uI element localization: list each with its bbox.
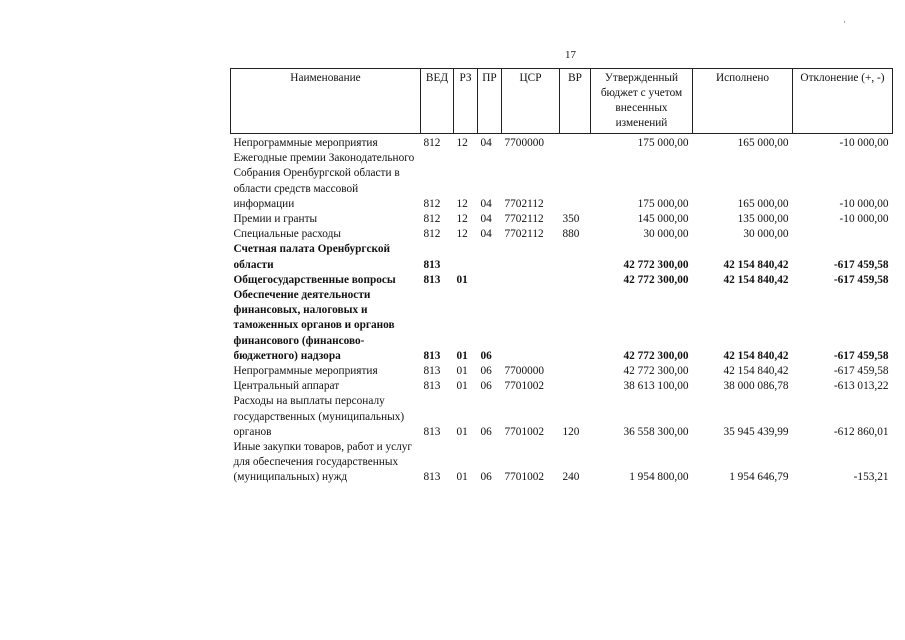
- budget-execution-table: [230, 68, 893, 486]
- cell-csr: 7702112: [504, 197, 544, 210]
- cell-approved: 175 000,00: [637, 137, 689, 149]
- cell-executed: 38 000 086,78: [723, 380, 789, 393]
- cell-vr: [560, 288, 591, 364]
- cell-rz: 12: [456, 213, 468, 226]
- cell-name: Расходы на выплаты персоналу государственных (муниципальных) органов: [233, 395, 405, 438]
- cell-csr: 7700000: [504, 365, 545, 378]
- header-pr: ПР: [478, 69, 502, 134]
- cell-deviation: -10 000,00: [839, 197, 889, 210]
- cell-ved: 813: [423, 273, 441, 286]
- table-row: [231, 394, 893, 440]
- cell-executed: 42 154 840,42: [723, 365, 789, 378]
- cell-name: Специальные расходы: [233, 228, 341, 241]
- cell-name: Счетная палата Оренбургской области: [233, 243, 391, 271]
- table-row: [231, 379, 893, 394]
- cell-deviation: -612 860,01: [833, 425, 889, 438]
- cell-executed: 1 954 646,79: [729, 471, 789, 484]
- cell-rz: 12: [456, 228, 468, 241]
- cell-executed: 35 945 439,99: [723, 425, 789, 438]
- cell-csr: 7700000: [504, 137, 545, 149]
- header-csr: ЦСР: [502, 69, 560, 134]
- cell-csr: 7701002: [504, 471, 545, 484]
- cell-vr: 880: [562, 228, 580, 241]
- cell-rz: 01: [456, 425, 468, 438]
- header-rz: РЗ: [454, 69, 478, 134]
- table-row: [231, 151, 893, 212]
- table-row: [231, 288, 893, 364]
- cell-rz: 01: [456, 471, 468, 484]
- cell-executed: 42 154 840,42: [723, 273, 789, 286]
- header-vr: ВР: [560, 69, 591, 134]
- cell-executed: 135 000,00: [737, 213, 789, 226]
- cell-pr: [478, 273, 502, 288]
- page-number: 17: [565, 49, 576, 61]
- cell-ved: 812: [423, 213, 441, 226]
- cell-rz: 12: [456, 137, 468, 149]
- cell-vr: [560, 242, 591, 272]
- table-row: [231, 440, 893, 486]
- cell-ved: 812: [423, 228, 441, 241]
- cell-vr: [560, 273, 591, 288]
- cell-executed: 42 154 840,42: [723, 258, 789, 271]
- cell-deviation: -10 000,00: [839, 213, 889, 226]
- cell-name: Обеспечение деятельности финансовых, налоговых и таможенных органов и органов финансового (финансово-бюджетного) надзора: [233, 289, 395, 362]
- cell-rz: 01: [456, 380, 468, 393]
- cell-pr: 04: [480, 197, 492, 210]
- cell-deviation: -617 459,58: [833, 258, 889, 271]
- cell-vr: [560, 364, 591, 379]
- cell-approved: 42 772 300,00: [623, 349, 689, 362]
- cell-ved: 813: [423, 425, 441, 438]
- cell-approved: 42 772 300,00: [623, 258, 689, 271]
- cell-approved: 38 613 100,00: [623, 380, 689, 393]
- cell-rz: [454, 242, 478, 272]
- header-name: Наименование: [231, 69, 421, 134]
- table-header-row: [231, 69, 893, 134]
- table-row: [231, 364, 893, 379]
- cell-rz: 01: [456, 365, 468, 378]
- cell-vr: [560, 379, 591, 394]
- cell-vr: 120: [562, 425, 580, 438]
- cell-ved: 813: [423, 471, 441, 484]
- cell-ved: 812: [423, 197, 441, 210]
- cell-vr: [560, 151, 591, 212]
- cell-ved: 812: [423, 137, 441, 149]
- cell-csr: [502, 288, 560, 364]
- cell-approved: 42 772 300,00: [623, 365, 689, 378]
- cell-csr: 7702112: [504, 228, 544, 241]
- cell-deviation: -617 459,58: [833, 349, 889, 362]
- cell-csr: [502, 242, 560, 272]
- cell-pr: 06: [480, 425, 492, 438]
- cell-approved: 36 558 300,00: [623, 425, 689, 438]
- cell-csr: 7701002: [504, 380, 545, 393]
- header-deviation: Отклонение (+, -): [793, 69, 893, 134]
- cell-approved: 42 772 300,00: [623, 273, 689, 286]
- cell-deviation: [793, 227, 893, 242]
- cell-executed: 30 000,00: [743, 228, 789, 241]
- cell-approved: 145 000,00: [637, 213, 689, 226]
- cell-name: Непрограммные мероприятия: [233, 365, 378, 378]
- table-row: [231, 273, 893, 288]
- cell-name: Премии и гранты: [233, 213, 318, 226]
- cell-name: Центральный аппарат: [233, 380, 340, 393]
- cell-csr: 7702112: [504, 213, 544, 226]
- cell-rz: 12: [456, 197, 468, 210]
- cell-name: Иные закупки товаров, работ и услуг для обеспечения государственных (муниципальных) нужд: [233, 441, 413, 484]
- cell-approved: 30 000,00: [643, 228, 689, 241]
- cell-name: Ежегодные премии Законодательного Собрания Оренбургской области в области средств массовой информации: [233, 152, 415, 210]
- corner-mark: ·: [843, 17, 846, 27]
- cell-deviation: -617 459,58: [833, 273, 889, 286]
- cell-pr: 06: [480, 471, 492, 484]
- cell-csr: [502, 273, 560, 288]
- table-row: [231, 212, 893, 227]
- cell-pr: 06: [480, 380, 492, 393]
- cell-pr: 06: [480, 365, 492, 378]
- cell-name: Общегосударственные вопросы: [233, 273, 396, 286]
- cell-vr: 350: [562, 213, 580, 226]
- header-ved: ВЕД: [421, 69, 454, 134]
- cell-approved: 175 000,00: [637, 197, 689, 210]
- cell-deviation: -153,21: [853, 471, 889, 484]
- cell-pr: 04: [480, 137, 492, 149]
- table-row: [231, 227, 893, 242]
- cell-vr: 240: [562, 471, 580, 484]
- cell-rz: 01: [456, 349, 468, 362]
- cell-ved: 813: [423, 365, 441, 378]
- cell-ved: 813: [423, 258, 441, 271]
- cell-approved: 1 954 800,00: [629, 471, 689, 484]
- cell-pr: 04: [480, 213, 492, 226]
- cell-executed: 165 000,00: [737, 197, 789, 210]
- cell-ved: 813: [423, 349, 441, 362]
- cell-name: Непрограммные мероприятия: [233, 137, 378, 149]
- header-executed: Исполнено: [693, 69, 793, 134]
- cell-executed: 42 154 840,42: [723, 349, 789, 362]
- cell-executed: 165 000,00: [737, 137, 789, 149]
- cell-ved: 813: [423, 380, 441, 393]
- cell-vr: [560, 134, 591, 152]
- cell-pr: 04: [480, 228, 492, 241]
- table-body: [231, 134, 893, 486]
- cell-deviation: -613 013,22: [833, 380, 889, 393]
- cell-csr: 7701002: [504, 425, 545, 438]
- cell-rz: 01: [456, 273, 468, 286]
- cell-pr: [478, 242, 502, 272]
- cell-deviation: -617 459,58: [833, 365, 889, 378]
- cell-deviation: -10 000,00: [839, 137, 889, 149]
- header-approved: Утвержденный бюджет с учетом внесенных изменений: [591, 69, 693, 134]
- table-row: [231, 134, 893, 152]
- table-row: [231, 242, 893, 272]
- cell-pr: 06: [480, 349, 492, 362]
